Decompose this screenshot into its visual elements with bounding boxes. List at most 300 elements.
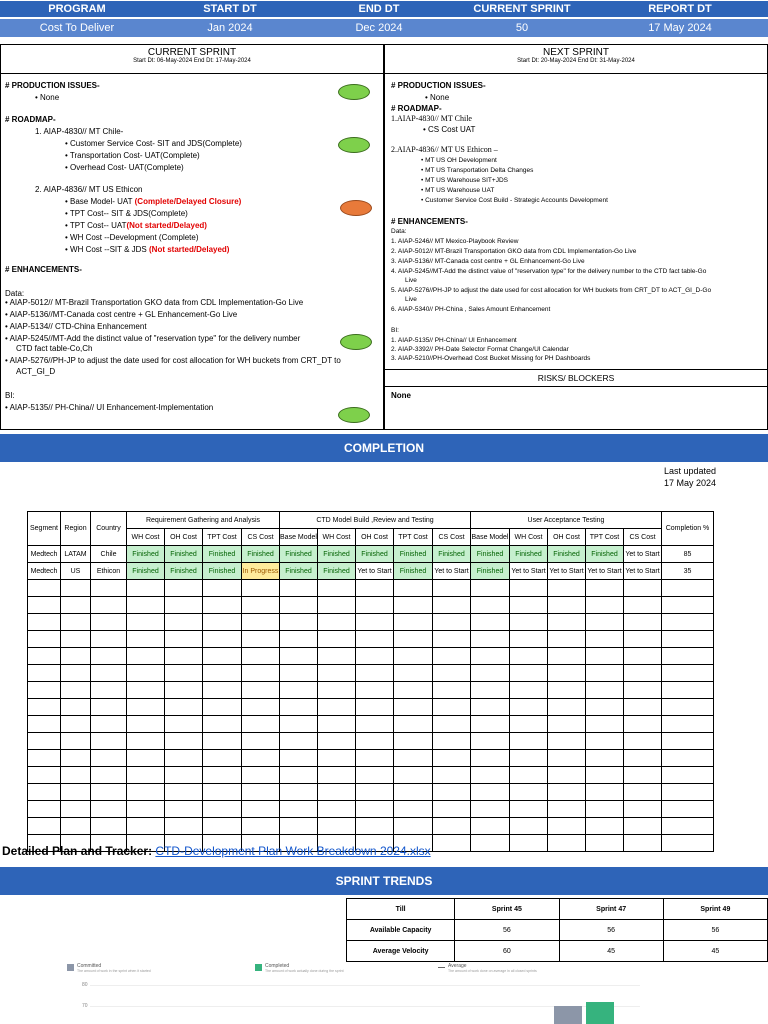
empty-table-row — [28, 699, 714, 716]
empty-table-row — [28, 614, 714, 631]
trends-cell: 60 — [455, 941, 559, 962]
table-cell — [91, 733, 127, 750]
table-cell — [127, 733, 165, 750]
table-cell — [165, 767, 203, 784]
table-cell — [471, 699, 510, 716]
table-cell — [61, 682, 91, 699]
status-orange-icon — [340, 200, 372, 216]
table-cell — [242, 818, 280, 835]
table-cell — [91, 750, 127, 767]
status-delayed: (Not started/Delayed) — [149, 245, 230, 254]
empty-table-row — [28, 750, 714, 767]
table-cell — [165, 784, 203, 801]
table-cell — [394, 767, 433, 784]
table-cell: Yet to Start — [356, 563, 394, 580]
list-item: • None — [35, 93, 60, 102]
table-cell — [586, 818, 624, 835]
table-cell — [28, 631, 61, 648]
table-cell — [165, 631, 203, 648]
table-cell — [586, 631, 624, 648]
table-cell — [127, 784, 165, 801]
table-cell — [433, 580, 471, 597]
list-item: • TPT Cost-- SIT & JDS(Complete) — [65, 209, 188, 218]
list-item — [65, 197, 241, 207]
table-cell — [586, 733, 624, 750]
table-cell — [61, 648, 91, 665]
table-cell: In Progress — [242, 563, 280, 580]
table-cell — [471, 631, 510, 648]
table-cell — [548, 614, 586, 631]
table-cell — [662, 716, 714, 733]
table-cell — [548, 682, 586, 699]
trends-row-label: Available Capacity — [347, 920, 455, 941]
table-cell — [433, 648, 471, 665]
list-item: • MT US Transportation Delta Changes — [421, 167, 534, 174]
table-cell: Chile — [91, 546, 127, 563]
empty-table-row — [28, 733, 714, 750]
production-issues-heading: # PRODUCTION ISSUES- — [391, 81, 486, 90]
list-item: 1.AIAP-4830// MT Chile — [391, 114, 472, 123]
trends-cell: 56 — [455, 920, 559, 941]
empty-table-row — [28, 648, 714, 665]
table-cell — [586, 750, 624, 767]
table-cell — [433, 597, 471, 614]
table-cell — [356, 648, 394, 665]
table-cell — [242, 631, 280, 648]
table-cell — [586, 716, 624, 733]
table-cell — [280, 818, 318, 835]
table-cell — [61, 801, 91, 818]
column-header: Country — [91, 512, 127, 546]
table-cell: Yet to Start — [624, 563, 662, 580]
gridline — [90, 985, 640, 986]
table-cell — [548, 767, 586, 784]
table-cell — [28, 648, 61, 665]
table-cell: Finished — [471, 563, 510, 580]
table-cell — [280, 733, 318, 750]
table-cell: Yet to Start — [624, 546, 662, 563]
table-cell — [91, 767, 127, 784]
table-cell — [61, 750, 91, 767]
table-cell — [165, 733, 203, 750]
table-cell — [394, 631, 433, 648]
start-dt-label: START DT — [154, 1, 306, 17]
column-header: WH Cost — [510, 529, 548, 546]
table-cell — [510, 665, 548, 682]
list-item: 2. AIAP-5012// MT-Brazil Transportation GKO data from CDL Implementation-Go Live — [391, 248, 637, 255]
table-cell — [280, 597, 318, 614]
table-cell — [127, 597, 165, 614]
table-cell — [127, 631, 165, 648]
table-cell — [548, 784, 586, 801]
table-cell — [318, 784, 356, 801]
table-cell: Ethicon — [91, 563, 127, 580]
completed-legend-label: Completed — [265, 963, 290, 969]
table-cell: Yet to Start — [433, 563, 471, 580]
table-cell — [394, 784, 433, 801]
table-cell — [318, 716, 356, 733]
table-cell — [165, 665, 203, 682]
list-item: 5. AIAP-5276//PH-JP to adjust the date used for cost allocation for WH buckets from CRT_DT to ACT_GI_D-Go — [391, 287, 712, 294]
table-cell — [586, 801, 624, 818]
table-cell — [28, 597, 61, 614]
empty-table-row — [28, 784, 714, 801]
table-cell — [127, 614, 165, 631]
table-cell: Finished — [165, 563, 203, 580]
list-item: 4. AIAP-5245//MT-Add the distinct value of "reservation type" for the delivery number to the CTD fact table-Go — [391, 268, 707, 275]
committed-legend-desc: The amount of work in the sprint when it started — [77, 969, 151, 973]
table-cell — [662, 835, 714, 852]
trends-header: Sprint 49 — [663, 899, 767, 920]
table-cell — [662, 614, 714, 631]
column-header: CS Cost — [433, 529, 471, 546]
table-cell — [433, 835, 471, 852]
table-cell — [548, 801, 586, 818]
list-item: • CS Cost UAT — [423, 125, 476, 134]
list-item-text: • WH Cost --SIT & JDS — [65, 245, 149, 254]
table-cell — [624, 784, 662, 801]
average-legend-desc: The amount of work done on average in all closed sprints — [448, 969, 537, 973]
table-cell: Finished — [280, 563, 318, 580]
table-cell — [318, 597, 356, 614]
table-cell — [318, 733, 356, 750]
table-cell — [394, 699, 433, 716]
committed-legend-swatch — [67, 964, 74, 971]
table-cell — [624, 580, 662, 597]
group-header: Requirement Gathering and Analysis — [127, 512, 280, 529]
list-item: • AIAP-5136//MT-Canada cost centre + GL Enhancement-Go Live — [5, 310, 238, 319]
table-cell — [624, 614, 662, 631]
table-cell — [624, 631, 662, 648]
next-sprint-dates: Start Dt: 20-May-2024 End Dt: 31-May-2024 — [517, 58, 635, 64]
table-cell — [586, 597, 624, 614]
table-cell — [510, 648, 548, 665]
table-cell — [662, 801, 714, 818]
program-value: Cost To Deliver — [0, 19, 154, 37]
table-cell — [203, 750, 242, 767]
table-cell — [662, 767, 714, 784]
status-green-icon — [338, 137, 370, 153]
table-cell — [165, 801, 203, 818]
list-item: • MT US OH Development — [421, 157, 497, 164]
table-cell — [356, 784, 394, 801]
tracker-label: Detailed Plan and Tracker: — [2, 844, 156, 858]
table-cell — [280, 767, 318, 784]
list-item: 1. AIAP-4830// MT Chile- — [35, 127, 124, 136]
table-cell — [662, 631, 714, 648]
sprint-trends-title: SPRINT TRENDS — [0, 867, 768, 895]
list-item: • MT US Warehouse UAT — [421, 187, 495, 194]
trends-header: Sprint 47 — [559, 899, 663, 920]
table-cell — [242, 580, 280, 597]
table-cell — [548, 648, 586, 665]
table-cell — [548, 733, 586, 750]
column-header: Region — [61, 512, 91, 546]
table-cell — [471, 665, 510, 682]
table-cell — [28, 750, 61, 767]
table-cell — [510, 631, 548, 648]
table-cell — [203, 801, 242, 818]
table-cell: Finished — [165, 546, 203, 563]
table-cell — [356, 580, 394, 597]
table-cell — [318, 580, 356, 597]
column-header: TPT Cost — [586, 529, 624, 546]
table-cell — [280, 580, 318, 597]
table-cell — [318, 614, 356, 631]
table-cell — [662, 818, 714, 835]
table-cell — [394, 733, 433, 750]
table-cell — [510, 614, 548, 631]
list-item: 6. AIAP-5340// PH-China , Sales Amount Enhancement — [391, 306, 551, 313]
list-item: • Customer Service Cost Build - Strategic Accounts Development — [421, 197, 608, 204]
table-cell: Finished — [471, 546, 510, 563]
table-cell — [586, 835, 624, 852]
table-cell: Finished — [203, 563, 242, 580]
table-cell — [510, 733, 548, 750]
list-item: 1. AIAP-5135// PH-China// UI Enhancement — [391, 337, 517, 344]
empty-table-row — [28, 818, 714, 835]
table-header-row — [28, 512, 714, 529]
table-cell — [356, 767, 394, 784]
table-cell — [586, 699, 624, 716]
completed-legend-swatch — [255, 964, 262, 971]
table-cell — [28, 733, 61, 750]
table-cell — [433, 750, 471, 767]
table-cell: Finished — [203, 546, 242, 563]
table-cell — [548, 665, 586, 682]
table-cell — [242, 784, 280, 801]
table-cell — [510, 750, 548, 767]
table-cell: Finished — [318, 546, 356, 563]
table-cell — [242, 665, 280, 682]
table-cell — [356, 682, 394, 699]
table-cell — [433, 716, 471, 733]
column-header: OH Cost — [165, 529, 203, 546]
table-cell — [548, 631, 586, 648]
tracker-link[interactable]: CTD-Development Plan Work Breakdown 2024.xlsx — [155, 844, 431, 858]
completed-legend-desc: The amount of work actually done during the sprint — [265, 969, 344, 973]
table-cell — [28, 716, 61, 733]
table-cell — [165, 699, 203, 716]
table-cell — [471, 733, 510, 750]
table-cell — [28, 682, 61, 699]
table-cell — [624, 682, 662, 699]
table-cell — [127, 750, 165, 767]
table-cell — [165, 648, 203, 665]
y-tick-label: 70 — [82, 1003, 88, 1009]
table-cell — [91, 631, 127, 648]
table-cell — [280, 699, 318, 716]
list-item: • AIAP-5135// PH-China// UI Enhancement-Implementation — [5, 403, 214, 412]
table-cell — [318, 648, 356, 665]
table-cell — [662, 682, 714, 699]
list-item — [65, 221, 207, 231]
table-cell — [662, 699, 714, 716]
table-cell — [203, 767, 242, 784]
table-cell — [280, 716, 318, 733]
list-item: • AIAP-5134// CTD-China Enhancement — [5, 322, 147, 331]
table-cell — [471, 648, 510, 665]
list-item: • WH Cost --Development (Complete) — [65, 233, 199, 242]
column-header: TPT Cost — [203, 529, 242, 546]
table-cell — [586, 665, 624, 682]
table-cell — [165, 597, 203, 614]
table-cell — [61, 597, 91, 614]
table-cell: Finished — [242, 546, 280, 563]
table-cell — [91, 716, 127, 733]
table-cell — [318, 818, 356, 835]
table-cell — [91, 580, 127, 597]
table-cell — [471, 580, 510, 597]
table-cell — [356, 631, 394, 648]
empty-table-row — [28, 580, 714, 597]
table-cell — [510, 784, 548, 801]
start-dt-value: Jan 2024 — [154, 19, 306, 37]
table-cell — [433, 733, 471, 750]
table-cell — [318, 801, 356, 818]
trends-cell: 56 — [663, 920, 767, 941]
table-cell — [471, 614, 510, 631]
table-cell — [28, 580, 61, 597]
table-cell: Finished — [127, 546, 165, 563]
risks-value: None — [391, 391, 411, 400]
table-cell — [165, 818, 203, 835]
table-cell — [510, 580, 548, 597]
table-cell — [203, 648, 242, 665]
table-cell — [624, 665, 662, 682]
table-cell — [91, 648, 127, 665]
table-cell — [356, 801, 394, 818]
table-cell — [242, 716, 280, 733]
table-cell — [548, 750, 586, 767]
group-header: CTD Model Build ,Review and Testing — [280, 512, 471, 529]
list-item: • None — [425, 93, 450, 102]
column-header: CS Cost — [242, 529, 280, 546]
empty-table-row — [28, 767, 714, 784]
status-green-icon — [338, 84, 370, 100]
table-cell — [356, 614, 394, 631]
table-cell: Finished — [433, 546, 471, 563]
table-cell — [394, 580, 433, 597]
table-cell — [586, 648, 624, 665]
table-cell — [548, 818, 586, 835]
table-row — [28, 546, 714, 563]
tracker-line — [2, 844, 431, 858]
table-cell — [280, 648, 318, 665]
table-cell — [624, 750, 662, 767]
table-cell — [510, 699, 548, 716]
table-cell — [471, 784, 510, 801]
table-cell — [280, 801, 318, 818]
table-cell — [548, 580, 586, 597]
table-cell — [356, 699, 394, 716]
table-cell: Finished — [127, 563, 165, 580]
table-cell — [91, 665, 127, 682]
list-item: • Overhead Cost- UAT(Complete) — [65, 163, 184, 172]
table-cell — [586, 767, 624, 784]
list-item: Live — [405, 296, 417, 303]
column-header: OH Cost — [356, 529, 394, 546]
report-dt-value: 17 May 2024 — [592, 19, 768, 37]
table-cell: LATAM — [61, 546, 91, 563]
table-subheader-row — [28, 529, 714, 546]
status-delayed: (Not started/Delayed) — [126, 221, 207, 230]
table-cell — [61, 665, 91, 682]
table-cell — [394, 614, 433, 631]
table-cell — [318, 767, 356, 784]
table-cell — [433, 818, 471, 835]
table-cell — [356, 665, 394, 682]
average-legend-swatch — [438, 967, 445, 968]
program-label: PROGRAM — [0, 1, 154, 17]
table-cell — [510, 716, 548, 733]
table-cell — [203, 580, 242, 597]
table-cell — [510, 767, 548, 784]
list-item: 2. AIAP-3392// PH-Date Selector Format Change/UI Calendar — [391, 346, 569, 353]
table-cell — [433, 699, 471, 716]
table-cell — [203, 614, 242, 631]
table-cell — [242, 767, 280, 784]
table-cell — [318, 682, 356, 699]
table-cell — [433, 767, 471, 784]
table-cell — [471, 818, 510, 835]
last-updated — [640, 465, 740, 489]
table-cell — [91, 614, 127, 631]
list-item-text: • Base Model- UAT — [65, 197, 135, 206]
roadmap-heading: # ROADMAP- — [391, 104, 442, 113]
bi-label: BI: — [391, 327, 399, 334]
data-label: Data: — [5, 289, 25, 298]
table-cell — [471, 682, 510, 699]
table-cell — [28, 784, 61, 801]
program-header — [0, 0, 768, 38]
table-cell: Medtech — [28, 563, 61, 580]
y-tick-label: 80 — [82, 982, 88, 988]
table-cell — [624, 733, 662, 750]
table-cell — [165, 580, 203, 597]
table-cell — [510, 835, 548, 852]
table-cell: 85 — [662, 546, 714, 563]
table-cell — [28, 699, 61, 716]
table-cell — [318, 750, 356, 767]
table-cell — [61, 699, 91, 716]
velocity-chart — [60, 962, 644, 1024]
table-cell: Finished — [548, 546, 586, 563]
status-green-icon — [338, 407, 370, 423]
table-cell — [586, 580, 624, 597]
table-cell — [394, 750, 433, 767]
table-cell — [165, 750, 203, 767]
table-cell — [280, 784, 318, 801]
current-sprint-dates: Start Dt: 06-May-2024 End Dt: 17-May-2024 — [133, 58, 251, 64]
bi-label: BI: — [5, 391, 15, 400]
table-cell — [61, 733, 91, 750]
table-cell — [242, 682, 280, 699]
list-item: ACT_GI_D — [16, 367, 56, 376]
table-cell — [165, 614, 203, 631]
trends-cell: 56 — [559, 920, 663, 941]
table-cell — [280, 614, 318, 631]
table-cell — [61, 716, 91, 733]
empty-table-row — [28, 801, 714, 818]
table-cell — [662, 580, 714, 597]
trends-cell: 45 — [559, 941, 663, 962]
table-cell — [242, 750, 280, 767]
table-cell — [242, 801, 280, 818]
list-item: • MT US Warehouse SIT+JDS — [421, 177, 508, 184]
list-item: • Transportation Cost- UAT(Complete) — [65, 151, 200, 160]
table-cell — [203, 733, 242, 750]
